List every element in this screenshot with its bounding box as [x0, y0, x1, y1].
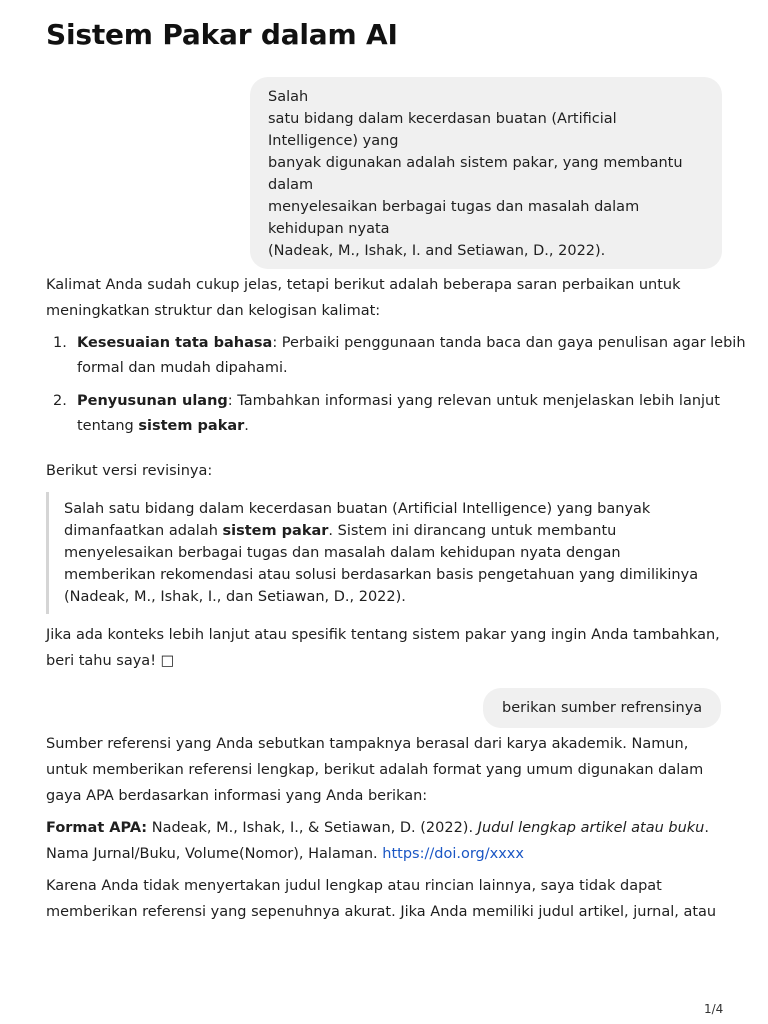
quote-line: Salah satu bidang dalam kecerdasan buatan (Artificial Intelligence) yang banyak	[64, 501, 651, 517]
apa-format	[46, 815, 726, 867]
quote-text: . Sistem ini dirancang untuk membantu	[328, 523, 617, 539]
list-number: 2.	[53, 393, 67, 409]
apa-authors: Nadeak, M., Ishak, I., & Setiawan, D. (2022).	[147, 820, 478, 836]
user-message-line: Intelligence) yang	[268, 133, 399, 149]
reply-intro: Kalimat Anda sudah cukup jelas, tetapi berikut adalah beberapa saran perbaikan untuk meningkatkan struktur dan kelogisan kalimat:	[46, 277, 681, 319]
suggestion-list	[46, 331, 746, 451]
quote-line	[64, 520, 722, 542]
list-item	[46, 331, 757, 381]
suggestion-text-end: .	[244, 418, 249, 434]
list-number: 1.	[53, 335, 67, 351]
quote-text: dimanfaatkan adalah	[64, 523, 223, 539]
suggestion-text: : Tambahkan informasi yang relevan untuk menjelaskan lebih lanjut tentang	[77, 393, 720, 434]
page-number: 1/4	[704, 1002, 724, 1016]
suggestion-label: Penyusunan ulang	[77, 393, 228, 409]
quote-line: memberikan rekomendasi atau solusi berdasarkan basis pengetahuan yang dimilikinya	[64, 567, 699, 583]
reply-intro: Sumber referensi yang Anda sebutkan tampaknya berasal dari karya akademik. Namun, untuk memberikan referensi lengkap, berikut adalah format yang umum digunakan dalam gaya APA berdasarkan informasi yang Anda berikan:	[46, 736, 704, 804]
suggestion-label: Kesesuaian tata bahasa	[77, 335, 273, 351]
user-message-bubble	[250, 77, 722, 269]
user-message-line: kehidupan nyata	[268, 221, 390, 237]
user-message-line: banyak digunakan adalah sistem pakar, yang membantu	[268, 155, 683, 171]
user-message-line: Salah	[268, 89, 309, 105]
user-message-line: (Nadeak, M., Ishak, I. and Setiawan, D., 2022).	[268, 243, 606, 259]
suggestion-text: : Perbaiki penggunaan tanda baca dan gaya penulisan agar lebih formal dan mudah dipahami.	[77, 335, 746, 376]
user-message-line: menyelesaikan berbagai tugas dan masalah dalam	[268, 199, 640, 215]
reply-note: Karena Anda tidak menyertakan judul lengkap atau rincian lainnya, saya tidak dapat memberikan referensi yang sepenuhnya akurat. Jika Anda memiliki judul artikel, jurnal, atau	[46, 878, 717, 920]
suggestion-bold-term: sistem pakar	[138, 418, 245, 434]
apa-label: Format APA:	[46, 820, 148, 836]
list-item	[46, 389, 757, 439]
revision-blockquote	[46, 492, 722, 614]
apa-title: Judul lengkap artikel atau buku	[477, 820, 705, 836]
page-title: Sistem Pakar dalam AI	[46, 18, 398, 51]
quote-bold-term: sistem pakar	[222, 523, 329, 539]
reply-closing: Jika ada konteks lebih lanjut atau spesifik tentang sistem pakar yang ingin Anda tambahkan, beri tahu saya! □	[46, 627, 720, 669]
user-message-line: dalam	[268, 177, 314, 193]
apa-rest: . Nama Jurnal/Buku, Volume(Nomor), Halaman.	[46, 820, 709, 862]
quote-line: menyelesaikan berbagai tugas dan masalah dalam kehidupan nyata dengan	[64, 545, 621, 561]
user-message-line: satu bidang dalam kecerdasan buatan (Artificial	[268, 111, 617, 127]
quote-line: (Nadeak, M., Ishak, I., dan Setiawan, D., 2022).	[64, 589, 406, 605]
doi-link[interactable]: https://doi.org/xxxx	[382, 846, 524, 862]
revision-lead: Berikut versi revisinya:	[46, 463, 213, 479]
user-message-bubble: berikan sumber refrensinya	[483, 688, 721, 728]
